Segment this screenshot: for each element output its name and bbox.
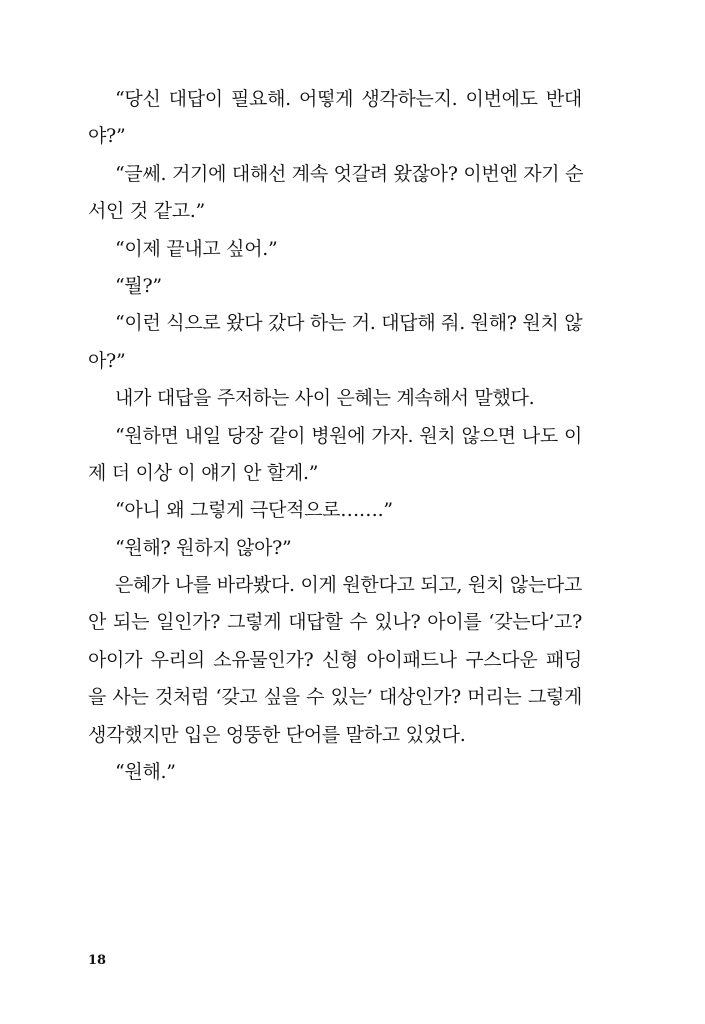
text-line: 안 되는 일인가? 그렇게 대답할 수 있나? 아이를 ‘갖는다’고? [88,611,582,634]
paragraph [88,492,582,529]
text-line: “원하면 내일 당장 같이 병원에 가자. 원치 않으면 나도 이 [115,424,582,447]
text-line: “원해? 원하지 않아?” [115,536,292,559]
text-line: “이런 식으로 왔다 갔다 하는 거. 대답해 줘. 원해? 원치 않 [115,312,583,335]
text-line: 야?” [88,125,126,148]
text-line: “글쎄. 거기에 대해선 계속 엇갈려 왔잖아? 이번엔 자기 순 [115,162,584,185]
text-line: “원해.” [115,761,176,784]
paragraph [88,530,582,567]
text-line: 아?” [88,349,126,372]
text-line: 서인 것 같고.” [88,200,205,223]
text-line: 내가 대답을 주저하는 사이 은혜는 계속해서 말했다. [115,387,535,410]
paragraph [88,754,582,791]
text-line: 생각했지만 입은 엉뚱한 단어를 말하고 있었다. [88,723,466,746]
text-line: “아니 왜 그렇게 극단적으로…….” [115,499,393,522]
paragraph [88,305,582,380]
text-line: 은혜가 나를 바라봤다. 이게 원한다고 되고, 원치 않는다고 [115,574,582,597]
page-number: 18 [88,953,107,968]
text-line: 아이가 우리의 소유물인가? 신형 아이패드나 구스다운 패딩 [88,648,582,671]
paragraph [88,268,582,305]
paragraph [88,81,582,156]
text-line: “이제 끝내고 싶어.” [115,237,278,260]
paragraph [88,231,582,268]
paragraph [88,380,582,417]
paragraph [88,567,582,754]
text-line: “뭘?” [115,274,162,297]
paragraph [88,418,582,493]
text-line: 을 사는 것처럼 ‘갖고 싶을 수 있는’ 대상인가? 머리는 그렇게 [88,686,582,709]
paragraph [88,156,582,231]
body-text [88,81,582,791]
text-line: 제 더 이상 이 얘기 안 할게.” [88,461,319,484]
text-line: “당신 대답이 필요해. 어떻게 생각하는지. 이번에도 반대 [115,88,582,110]
